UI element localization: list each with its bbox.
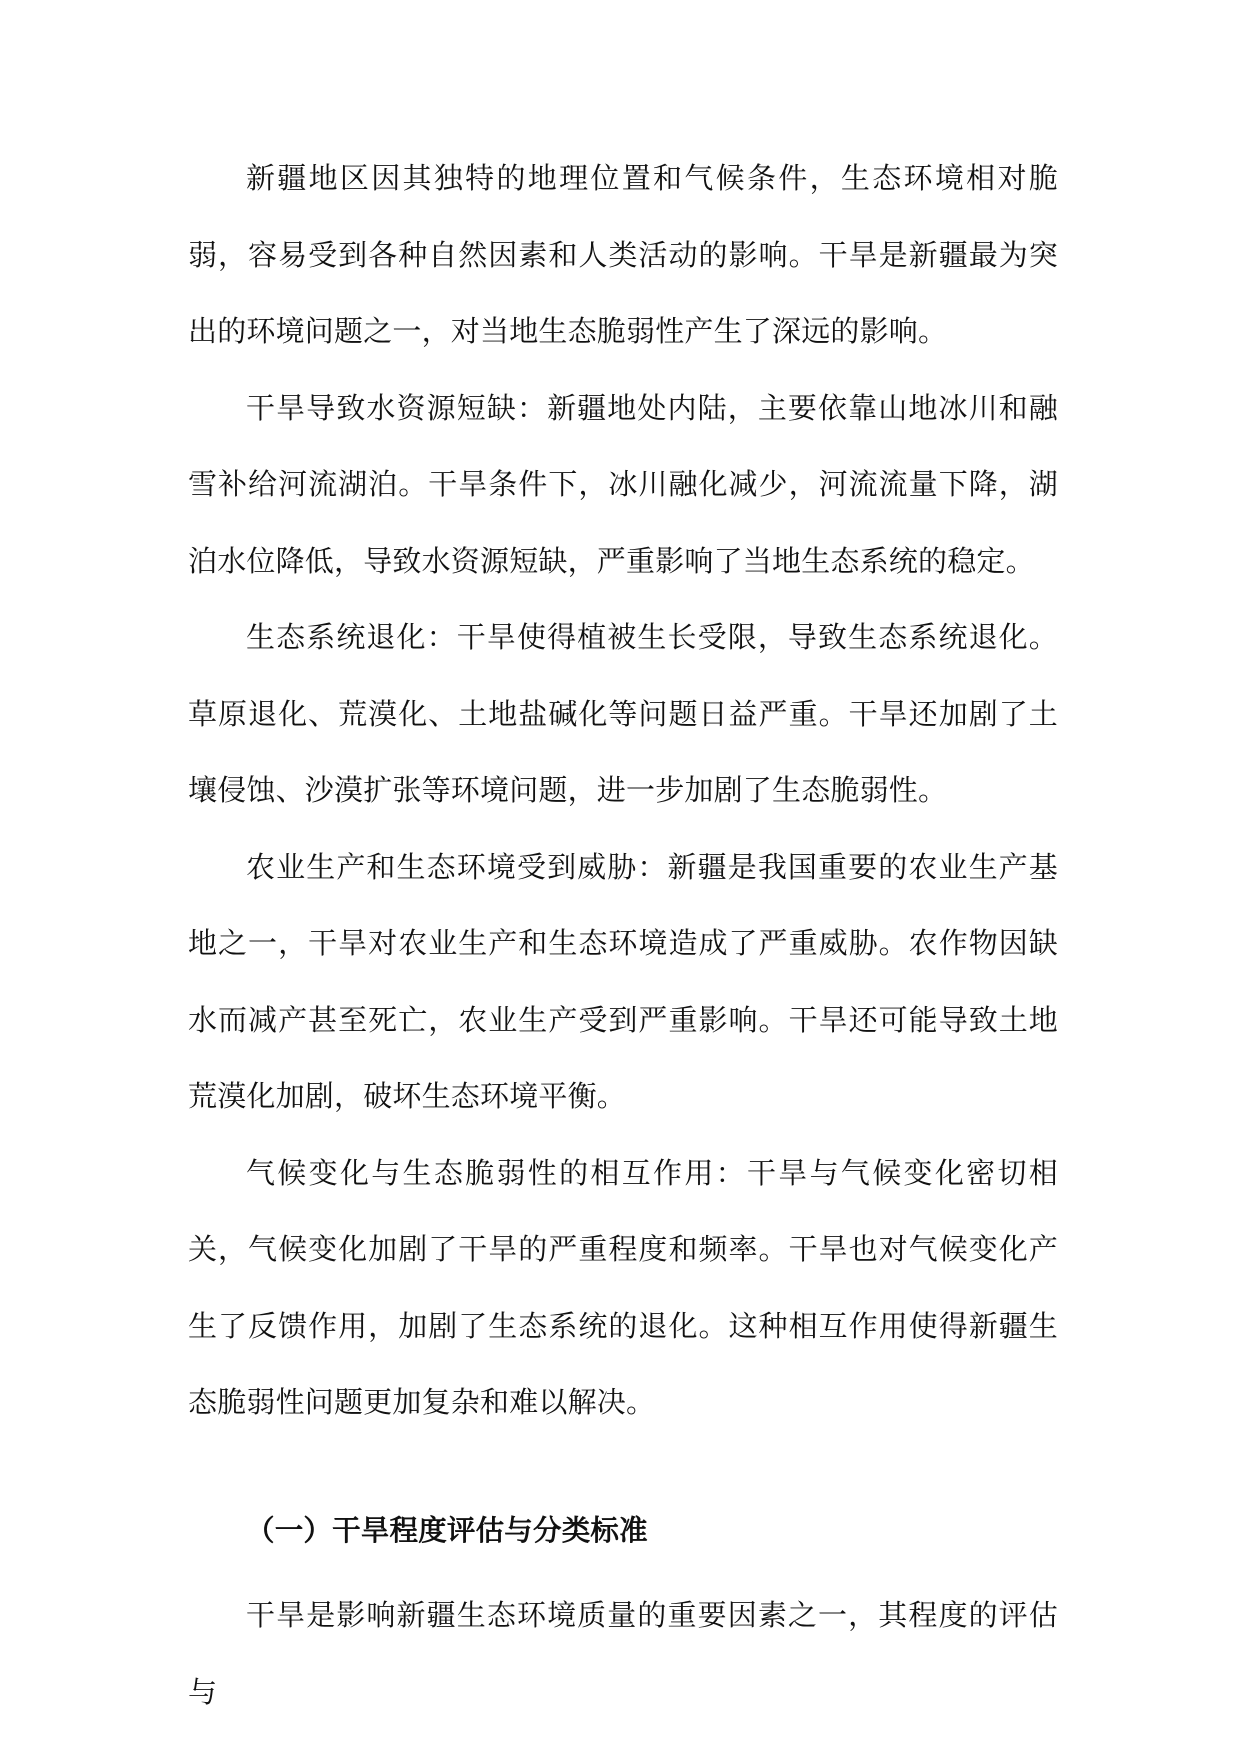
document-body <box>188 140 1058 1730</box>
paragraph-water-shortage: 干旱导致水资源短缺：新疆地处内陆，主要依靠山地冰川和融雪补给河流湖泊。干旱条件下，冰川融化减少，河流流量下降，湖泊水位降低，导致水资源短缺，严重影响了当地生态系统的稳定。 <box>188 390 1058 578</box>
section-heading: （一）干旱程度评估与分类标准 <box>246 1513 648 1547</box>
paragraph-ecosystem-degradation: 生态系统退化：干旱使得植被生长受限，导致生态系统退化。草原退化、荒漠化、土地盐碱化等问题日益严重。干旱还加剧了土壤侵蚀、沙漠扩张等环境问题，进一步加剧了生态脆弱性。 <box>188 620 1058 807</box>
paragraph-climate-interaction: 气候变化与生态脆弱性的相互作用：干旱与气候变化密切相关，气候变化加剧了干旱的严重程度和频率。干旱也对气候变化产生了反馈作用，加剧了生态系统的退化。这种相互作用使得新疆生态脆弱性问题更加复杂和难以解决。 <box>188 1155 1058 1419</box>
paragraph-section-intro: 干旱是影响新疆生态环境质量的重要因素之一，其程度的评估与 <box>188 1598 1058 1709</box>
paragraph-intro: 新疆地区因其独特的地理位置和气候条件，生态环境相对脆弱，容易受到各种自然因素和人类活动的影响。干旱是新疆最为突出的环境问题之一，对当地生态脆弱性产生了深远的影响。 <box>188 161 1058 348</box>
paragraph-agriculture-threat: 农业生产和生态环境受到威胁：新疆是我国重要的农业生产基地之一，干旱对农业生产和生态环境造成了严重威胁。农作物因缺水而减产甚至死亡，农业生产受到严重影响。干旱还可能导致土地荒漠化加剧，破坏生态环境平衡。 <box>188 849 1058 1113</box>
